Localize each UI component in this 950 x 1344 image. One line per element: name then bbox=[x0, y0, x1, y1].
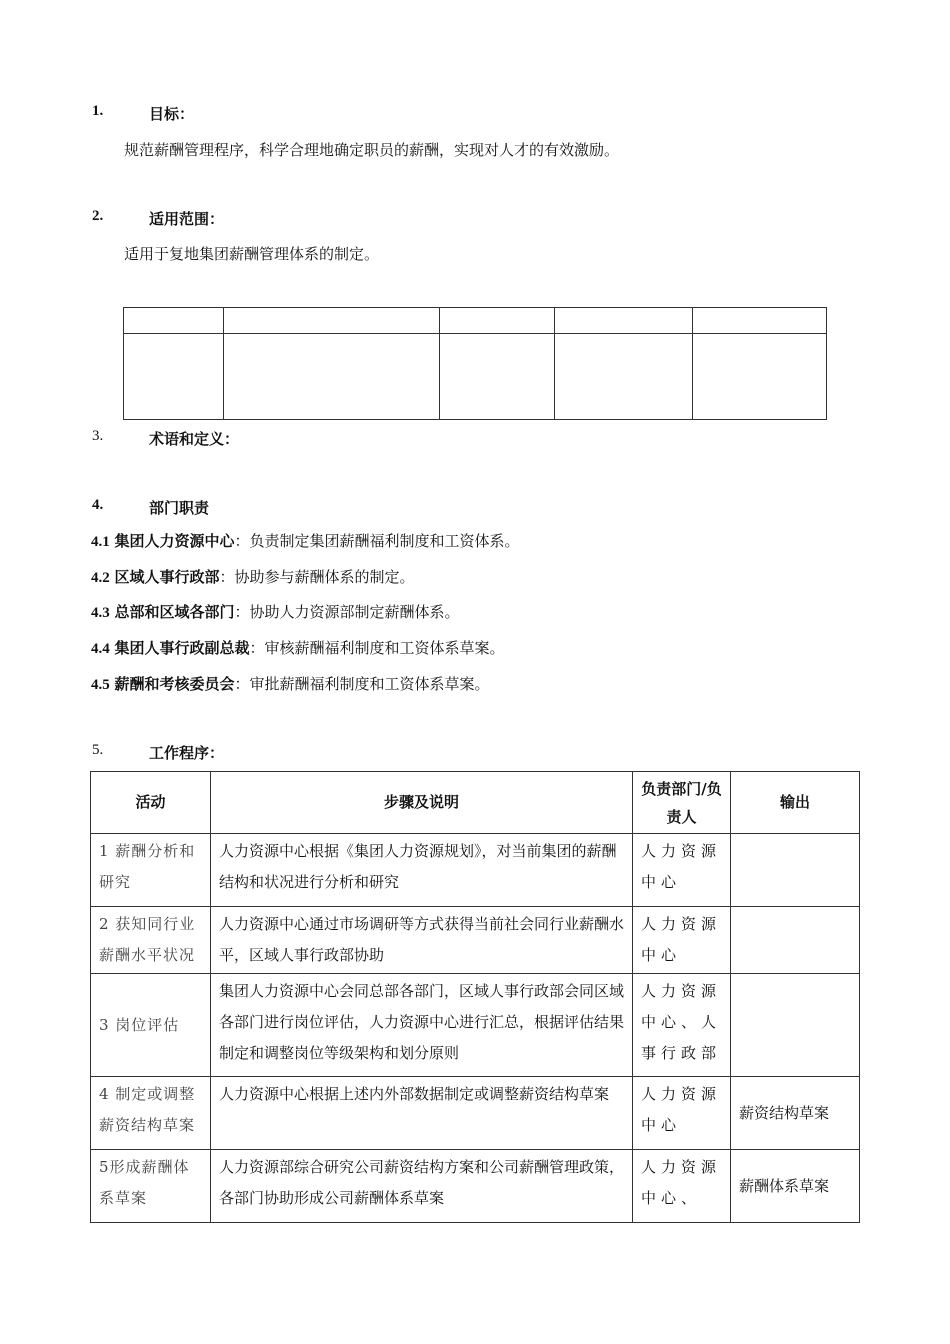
cell-dept: 人力资源中心 bbox=[633, 834, 731, 907]
section-5-number: 5. bbox=[92, 742, 104, 758]
cell-output: 薪资结构草案 bbox=[731, 1077, 860, 1150]
duty-department: 集团人事行政副总裁 bbox=[114, 639, 250, 657]
duty-item bbox=[91, 673, 490, 694]
duty-number: 4.3 bbox=[91, 605, 110, 621]
duty-description: ：审核薪酬福利制度和工资体系草案。 bbox=[249, 639, 505, 657]
duty-number: 4.1 bbox=[91, 534, 110, 550]
empty-grid-table bbox=[123, 307, 827, 420]
duty-number: 4.5 bbox=[91, 677, 110, 693]
empty-grid-cell bbox=[555, 334, 693, 420]
cell-output bbox=[731, 907, 860, 974]
empty-grid-cell bbox=[440, 334, 555, 420]
section-3-number: 3. bbox=[92, 428, 104, 444]
duty-number: 4.4 bbox=[91, 641, 110, 657]
section-1-title: 目标： bbox=[149, 105, 195, 123]
empty-grid-cell bbox=[555, 308, 693, 334]
cell-steps: 人力资源中心根据上述内外部数据制定或调整薪资结构草案 bbox=[211, 1077, 633, 1150]
duty-department: 总部和区域各部门 bbox=[114, 603, 235, 621]
header-dept: 负责部门/负责人 bbox=[633, 772, 731, 834]
section-2-text: 适用于复地集团薪酬管理体系的制定。 bbox=[124, 245, 380, 263]
section-1-text: 规范薪酬管理程序，科学合理地确定职员的薪酬，实现对人才的有效激励。 bbox=[124, 141, 620, 159]
cell-output bbox=[731, 974, 860, 1077]
table-header-row bbox=[91, 772, 860, 834]
cell-activity: 2 获知同行业薪酬水平状况 bbox=[91, 907, 211, 974]
empty-grid-cell bbox=[124, 308, 224, 334]
cell-output bbox=[731, 834, 860, 907]
empty-grid-cell bbox=[224, 308, 440, 334]
table-row bbox=[91, 1150, 860, 1223]
empty-grid-row bbox=[124, 308, 827, 334]
cell-activity: 1 薪酬分析和研究 bbox=[91, 834, 211, 907]
cell-dept: 人力资源中心、人事行政部 bbox=[633, 974, 731, 1077]
empty-grid-cell bbox=[124, 334, 224, 420]
table-row bbox=[91, 907, 860, 974]
table-row bbox=[91, 834, 860, 907]
table-row bbox=[91, 1077, 860, 1150]
duty-department: 薪酬和考核委员会 bbox=[114, 675, 235, 693]
empty-grid-cell bbox=[440, 308, 555, 334]
section-5-title: 工作程序： bbox=[149, 744, 225, 762]
duty-description: ：审批薪酬福利制度和工资体系草案。 bbox=[234, 675, 490, 693]
section-4-title: 部门职责 bbox=[149, 499, 210, 517]
cell-steps: 集团人力资源中心会同总部各部门，区域人事行政部会同区域各部门进行岗位评估，人力资源中心进行汇总，根据评估结果制定和调整岗位等级架构和划分原则 bbox=[211, 974, 633, 1077]
cell-activity: 5形成薪酬体系草案 bbox=[91, 1150, 211, 1223]
duty-department: 集团人力资源中心 bbox=[114, 532, 235, 550]
section-3-title: 术语和定义： bbox=[149, 430, 240, 448]
duty-description: ：协助人力资源部制定薪酬体系。 bbox=[234, 603, 460, 621]
section-2-number: 2. bbox=[92, 208, 104, 224]
duty-description: ：协助参与薪酬体系的制定。 bbox=[219, 568, 415, 586]
empty-grid-row bbox=[124, 334, 827, 420]
section-1-number: 1. bbox=[92, 103, 104, 119]
procedure-table bbox=[90, 771, 860, 1223]
cell-activity: 4 制定或调整薪资结构草案 bbox=[91, 1077, 211, 1150]
duty-number: 4.2 bbox=[91, 570, 110, 586]
cell-dept: 人力资源中心、 bbox=[633, 1150, 731, 1223]
cell-dept: 人力资源中心 bbox=[633, 1077, 731, 1150]
empty-grid-cell bbox=[224, 334, 440, 420]
duty-item bbox=[91, 601, 460, 622]
cell-steps: 人力资源中心通过市场调研等方式获得当前社会同行业薪酬水平，区域人事行政部协助 bbox=[211, 907, 633, 974]
table-row bbox=[91, 974, 860, 1077]
duty-description: ：负责制定集团薪酬福利制度和工资体系。 bbox=[234, 532, 520, 550]
cell-output: 薪酬体系草案 bbox=[731, 1150, 860, 1223]
duty-item bbox=[91, 637, 505, 658]
header-steps: 步骤及说明 bbox=[211, 772, 633, 834]
section-4-number: 4. bbox=[92, 497, 104, 513]
cell-activity: 3 岗位评估 bbox=[91, 974, 211, 1077]
cell-steps: 人力资源部综合研究公司薪资结构方案和公司薪酬管理政策，各部门协助形成公司薪酬体系草案 bbox=[211, 1150, 633, 1223]
empty-grid-cell bbox=[693, 334, 827, 420]
empty-grid-cell bbox=[693, 308, 827, 334]
header-output: 输出 bbox=[731, 772, 860, 834]
header-activity: 活动 bbox=[91, 772, 211, 834]
duty-department: 区域人事行政部 bbox=[114, 568, 220, 586]
cell-dept: 人力资源中心 bbox=[633, 907, 731, 974]
cell-steps: 人力资源中心根据《集团人力资源规划》，对当前集团的薪酬结构和状况进行分析和研究 bbox=[211, 834, 633, 907]
duty-item bbox=[91, 566, 415, 587]
duty-item bbox=[91, 530, 520, 551]
section-2-title: 适用范围： bbox=[149, 210, 225, 228]
